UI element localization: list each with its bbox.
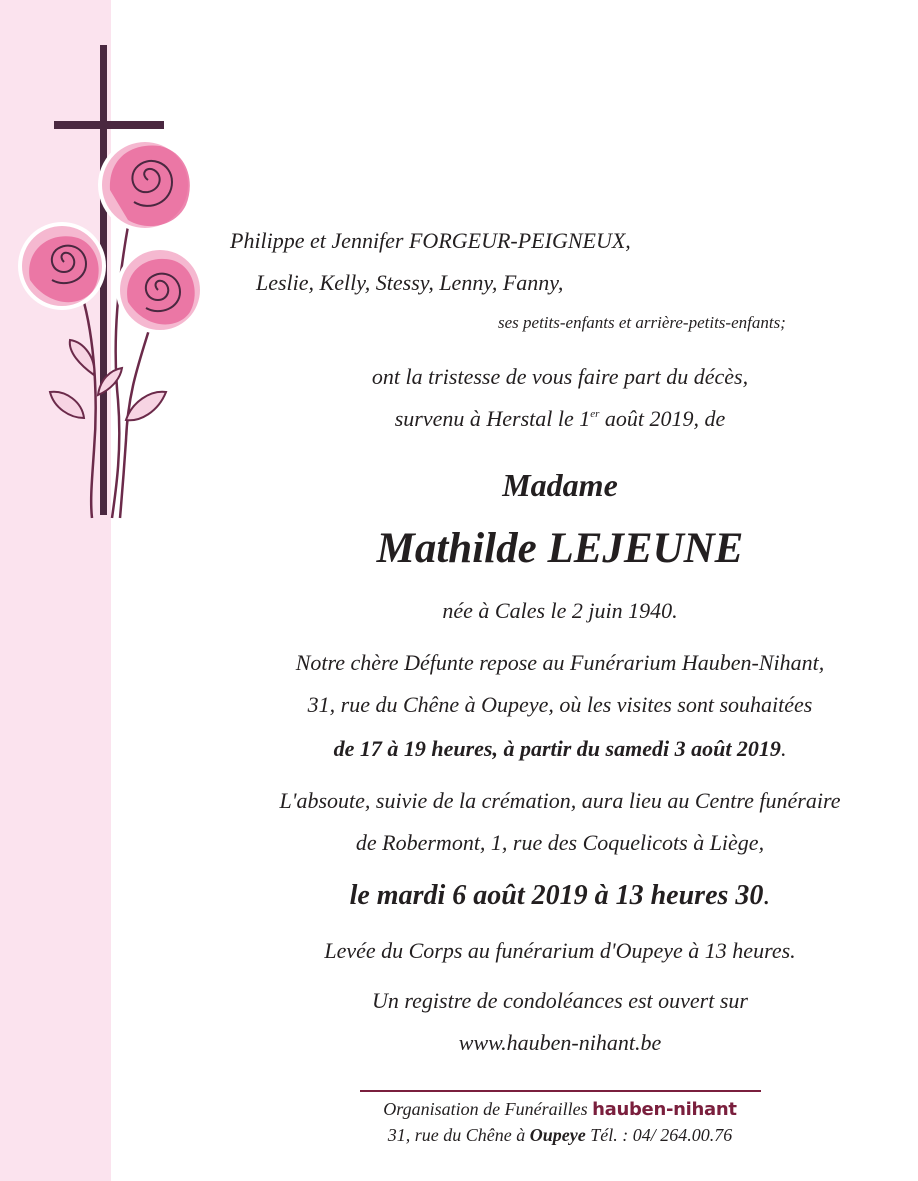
deceased-birth: née à Cales le 2 juin 1940. bbox=[442, 598, 678, 623]
ordinal-superscript: er bbox=[590, 408, 600, 420]
register-line: Un registre de condoléances est ouvert sur bbox=[372, 988, 748, 1013]
cross-with-roses-icon bbox=[0, 40, 215, 525]
rest-line-2: 31, rue du Chêne à Oupeye, où les visites sont souhaitées bbox=[307, 692, 813, 717]
footer-organisation: Organisation de Funérailles hauben-nihant bbox=[383, 1099, 737, 1120]
family-line-3: ses petits-enfants et arrière-petits-enfants; bbox=[498, 313, 786, 332]
ceremony-date: le mardi 6 août 2019 à 13 heures 30. bbox=[349, 880, 771, 911]
brand-logo: hauben-nihant bbox=[592, 1099, 737, 1120]
ceremony-line-1: L'absoute, suivie de la crémation, aura lieu au Centre funéraire bbox=[279, 788, 841, 813]
footer-divider bbox=[360, 1090, 761, 1092]
footer-address: 31, rue du Chêne à Oupeye Tél. : 04/ 264.00.76 bbox=[387, 1125, 733, 1145]
ceremony-line-2: de Robermont, 1, rue des Coquelicots à Liège, bbox=[355, 830, 765, 855]
deceased-title: Madame bbox=[502, 467, 618, 503]
deceased-name: Mathilde LEJEUNE bbox=[376, 525, 744, 572]
family-line-2: Leslie, Kelly, Stessy, Lenny, Fanny, bbox=[256, 270, 564, 295]
levee-line: Levée du Corps au funérarium d'Oupeye à 13 heures. bbox=[324, 938, 796, 963]
family-line-1: Philippe et Jennifer FORGEUR-PEIGNEUX, bbox=[230, 228, 631, 253]
announcement-line-2: survenu à Herstal le 1er août 2019, de bbox=[394, 406, 726, 431]
announcement-line-1: ont la tristesse de vous faire part du décès, bbox=[371, 364, 749, 389]
register-link[interactable]: www.hauben-nihant.be bbox=[458, 1030, 662, 1055]
visiting-hours: de 17 à 19 heures, à partir du samedi 3 août 2019. bbox=[333, 736, 787, 761]
rest-line-1: Notre chère Défunte repose au Funérarium Hauben-Nihant, bbox=[295, 650, 825, 675]
